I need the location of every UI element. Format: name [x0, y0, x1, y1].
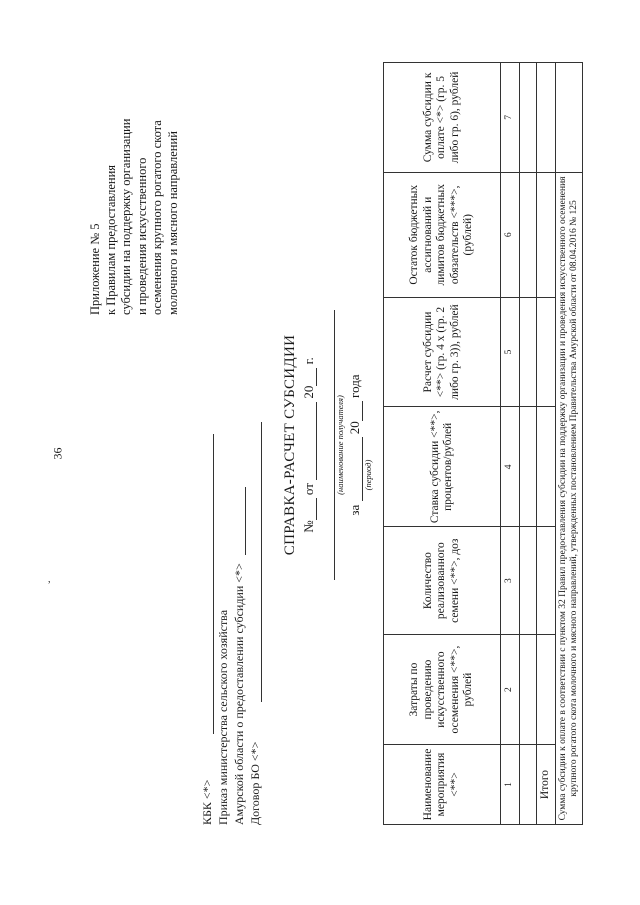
contract-line [261, 422, 262, 702]
subsidy-table [383, 62, 583, 825]
column-number: 7 [501, 63, 520, 173]
appendix-line: осеменения крупного рогатого скота [150, 120, 164, 315]
column-number: 1 [501, 745, 520, 825]
appendix-line: Приложение № 5 [88, 223, 102, 315]
header-cell: Наименование мероприятия <**> [384, 745, 501, 825]
header-cell: Остаток бюджетных ассигнований и лимитов бюджетных обязательств <***>, (рублей) [384, 172, 501, 297]
appendix-line: субсидии на поддержку организации [119, 118, 133, 315]
period-caption: (период) [363, 459, 373, 491]
field-order-cont: Амурской области о предоставлении субсидии <*> [232, 422, 246, 825]
column-number: 6 [501, 172, 520, 297]
appendix-line: и проведения искусственного [134, 157, 149, 315]
header-cell: Сумма субсидии к оплате <*> (гр. 5 либо гр. 6), рублей [384, 63, 501, 173]
kbk-line [213, 434, 214, 734]
appendix-line: к Правилам предоставления [103, 164, 118, 315]
recipient-caption: (наименование получателя) [335, 395, 345, 495]
field-order: Приказ министерства сельского хозяйства [216, 609, 230, 825]
scan-speck: , [48, 574, 51, 585]
document-title: СПРАВКА-РАСЧЕТ СУБСИДИИ [282, 334, 298, 556]
column-number: 2 [501, 635, 520, 745]
page-number: 36 [50, 447, 65, 460]
total-label: Итого [537, 745, 556, 825]
column-number-row [501, 63, 520, 825]
field-contract: Договор БО <*> [248, 422, 262, 825]
column-number: 5 [501, 297, 520, 407]
field-kbk: КБК <*> [200, 422, 214, 825]
column-number: 4 [501, 407, 520, 527]
number-date-row: № от 20 г. [301, 357, 316, 533]
footnote-row [555, 63, 582, 825]
appendix-block [88, 15, 181, 315]
table-row [520, 63, 537, 825]
header-cell: Затраты по проведению искусственного осеменения <**>, рублей [384, 635, 501, 745]
header-cell: Расчет субсидии <**> (гр. 4 x (гр. 2 либо гр. 3)), рублей [384, 297, 501, 407]
title-block [282, 305, 373, 585]
appendix-line: молочного и мясного направлений [165, 131, 180, 315]
order-line [245, 487, 246, 555]
period-row: за 20 года [347, 374, 362, 516]
header-cell: Количество реализованного семени <**>, доз [384, 527, 501, 635]
header-cell: Ставка субсидии <**>, процентов/рублей [384, 407, 501, 527]
total-row [537, 63, 556, 825]
table-header-row [384, 63, 501, 825]
footnote-text: Сумма субсидии к оплате в соответствии с пунктом 32 Правил предоставления субсидии на поддержку организации и проведения искусственного осеменения крупного рогатого скота молочного и мясного направлений, утвержденных постановлением Правительства Амурской области от 08.04.2016 № 125 [555, 172, 582, 824]
column-number: 3 [501, 527, 520, 635]
header-fields [200, 422, 264, 825]
